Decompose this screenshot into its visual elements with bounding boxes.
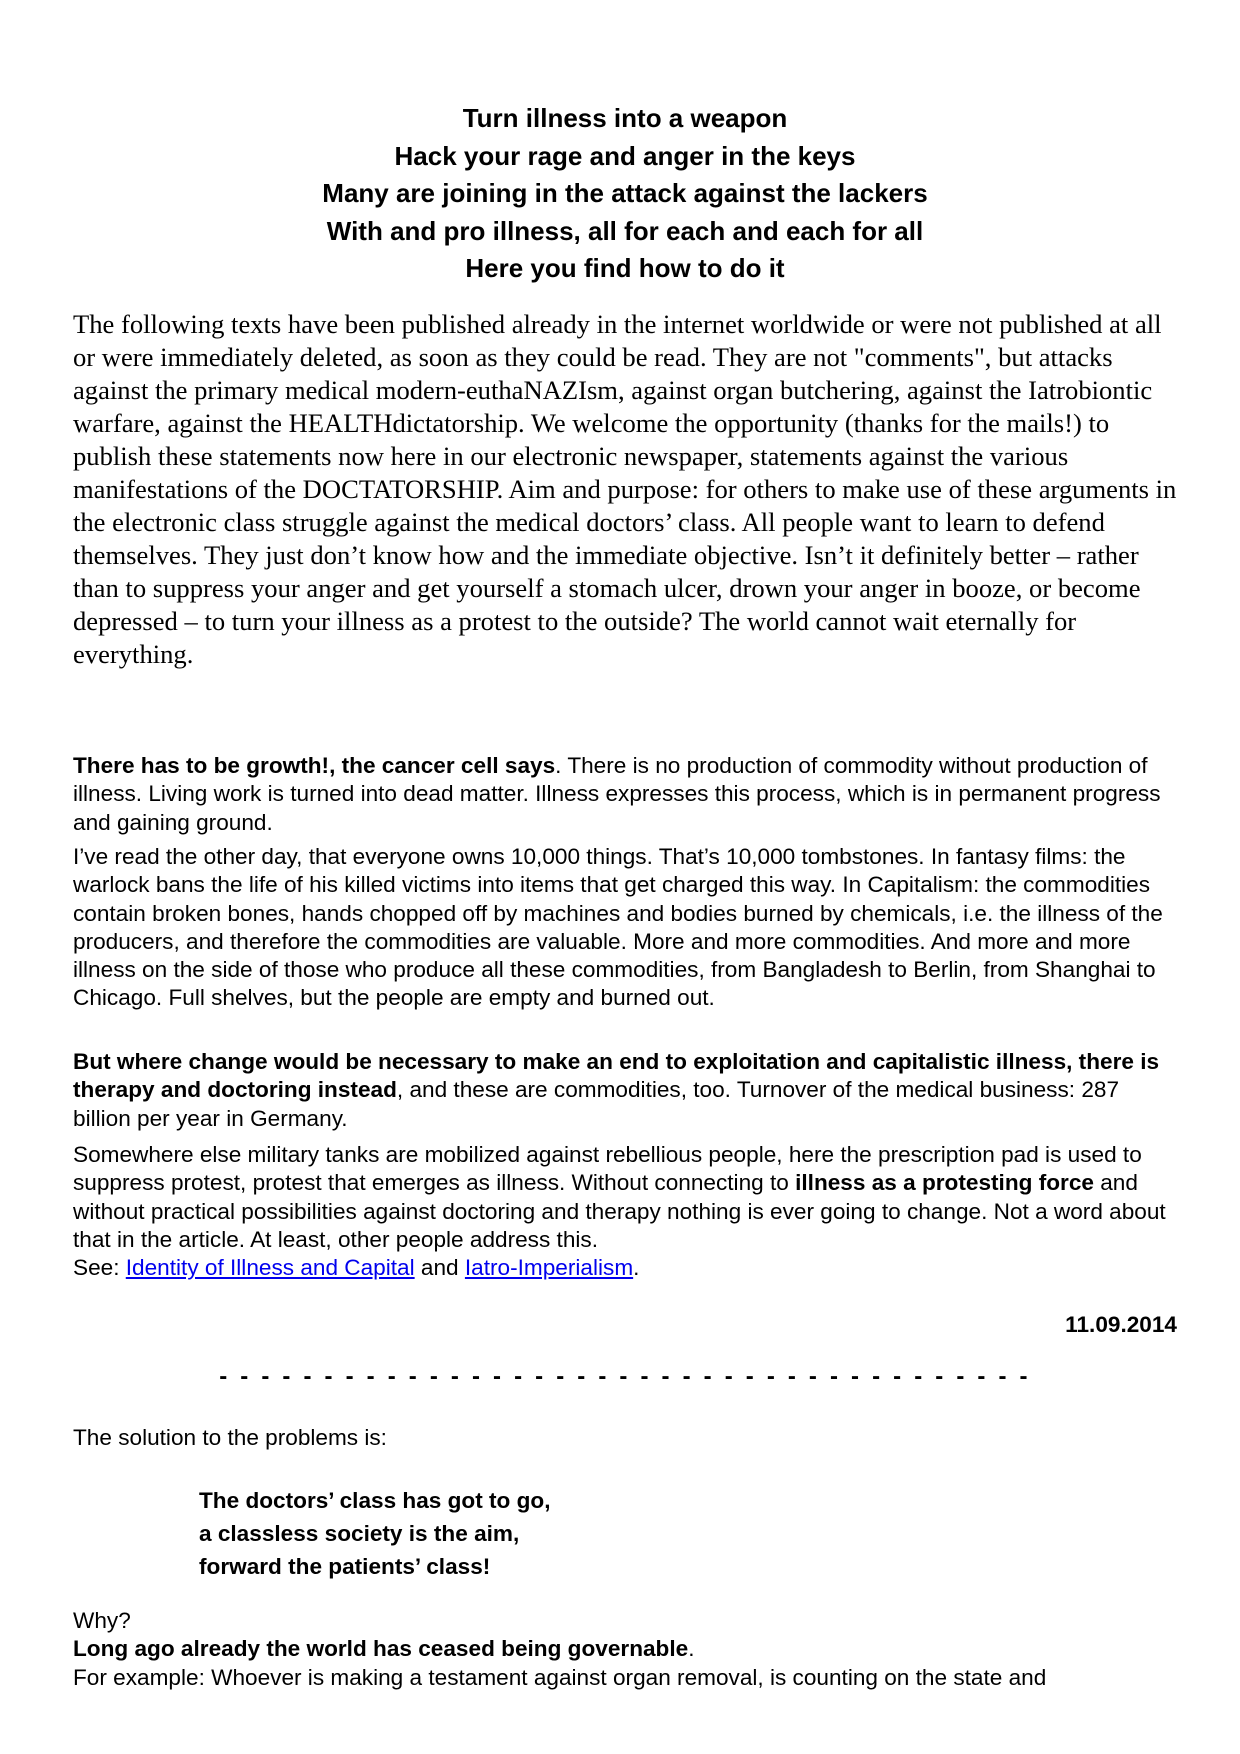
paragraph-bold-lead: But where change would be necessary to make an end to exploitation and capitalistic illness, there is therapy and doctoring instead: [73, 1049, 1160, 1103]
headline-line: With and pro illness, all for each and each for all: [326, 215, 924, 246]
period: .: [688, 1636, 695, 1662]
paragraph-text: and without practical possibilities against doctoring and therapy nothing is ever going to change. Not a word about that in the article. At least, other people address this.: [73, 1170, 1166, 1252]
why-answer: Long ago already the world has ceased being governable: [73, 1636, 689, 1662]
intro-paragraph: The following texts have been published already in the internet worldwide or were not published at all or were immediately deleted, as soon as they could be read. They are not "comments", but attacks against the primary medical modern-euthaNAZIsm, against organ butchering, against the Iatrobiontic warfare, against the HEALTHdictatorship. We welcome the opportunity (thanks for the mails!) to publish these statements now here in our electronic newspaper, statements against the various manifestations of the DOCTATORSHIP. Aim and purpose: for others to make use of these arguments in the electronic class struggle against the medical doctors’ class. All people want to learn to defend themselves. They just don’t know how and the immediate objective. Isn’t it definitely better – rather than to suppress your anger and get yourself a stomach ulcer, drown your anger in booze, or become depressed – to turn your illness as a protest to the outside? The world cannot wait eternally for everything.: [73, 309, 1177, 669]
paragraph-text: . There is no production of commodity without production of illness. Living work is turned into dead matter. Illness expresses this process, which is in permanent progress and gaining ground.: [73, 753, 1161, 835]
headline-line: Turn illness into a weapon: [462, 103, 788, 133]
why-section: [73, 1607, 1177, 1692]
paragraph-therapy: [73, 1048, 1177, 1133]
headline: [73, 100, 1177, 288]
why-question: Why?: [73, 1608, 131, 1633]
link-iatro-imperialism[interactable]: Iatro-Imperialism: [464, 1255, 634, 1281]
solution-intro: The solution to the problems is:: [73, 1425, 387, 1450]
paragraph-bold-phrase: illness as a protesting force: [795, 1170, 1094, 1196]
slogan-block: [199, 1484, 551, 1583]
paragraph-tombstones: I’ve read the other day, that everyone owns 10,000 things. That’s 10,000 tombstones. In fantasy films: the warlock bans the life of his killed victims into items that get charged this way. In Capitalism: the commodities contain broken bones, hands chopped off by machines and bodies burned by chemicals, i.e. the illness of the producers, and therefore the commodities are valuable. More and more commodities. And more and more illness on the side of those who produce all these commodities, from Bangladesh to Berlin, from Shanghai to Chicago. Full shelves, but the people are empty and burned out.: [73, 844, 1163, 1011]
slogan-line: a classless society is the aim,: [199, 1521, 520, 1546]
headline-line: Here you find how to do it: [465, 253, 785, 283]
paragraph-cancer-cell: [73, 752, 1177, 837]
link-identity-of-illness-and-capital[interactable]: Identity of Illness and Capital: [125, 1255, 415, 1281]
slogan-line: forward the patients’ class!: [199, 1554, 491, 1579]
paragraph-text: , and these are commodities, too. Turnover of the medical business: 287 billion per year in Germany.: [73, 1077, 1120, 1131]
headline-line: Hack your rage and anger in the keys: [394, 140, 856, 171]
example-text: For example: Whoever is making a testament against organ removal, is counting on the state and: [73, 1664, 1047, 1690]
period: .: [633, 1255, 640, 1281]
paragraph-bold-lead: There has to be growth!, the cancer cell says: [73, 753, 556, 778]
see-label: See:: [73, 1255, 126, 1281]
and-label: and: [414, 1255, 465, 1281]
section-divider: - - - - - - - - - - - - - - - - - - - - - - - - - - - - - - - - - - - - - - -: [219, 1363, 1031, 1390]
paragraph-text: Somewhere else military tanks are mobilized against rebellious people, here the prescription pad is used to suppress protest, protest that emerges as illness. Without connecting to: [73, 1142, 1142, 1196]
slogan-line: The doctors’ class has got to go,: [199, 1488, 551, 1513]
headline-line: Many are joining in the attack against the lackers: [322, 178, 928, 208]
paragraph-protest: [73, 1141, 1177, 1282]
article-date: 11.09.2014: [1065, 1312, 1177, 1337]
